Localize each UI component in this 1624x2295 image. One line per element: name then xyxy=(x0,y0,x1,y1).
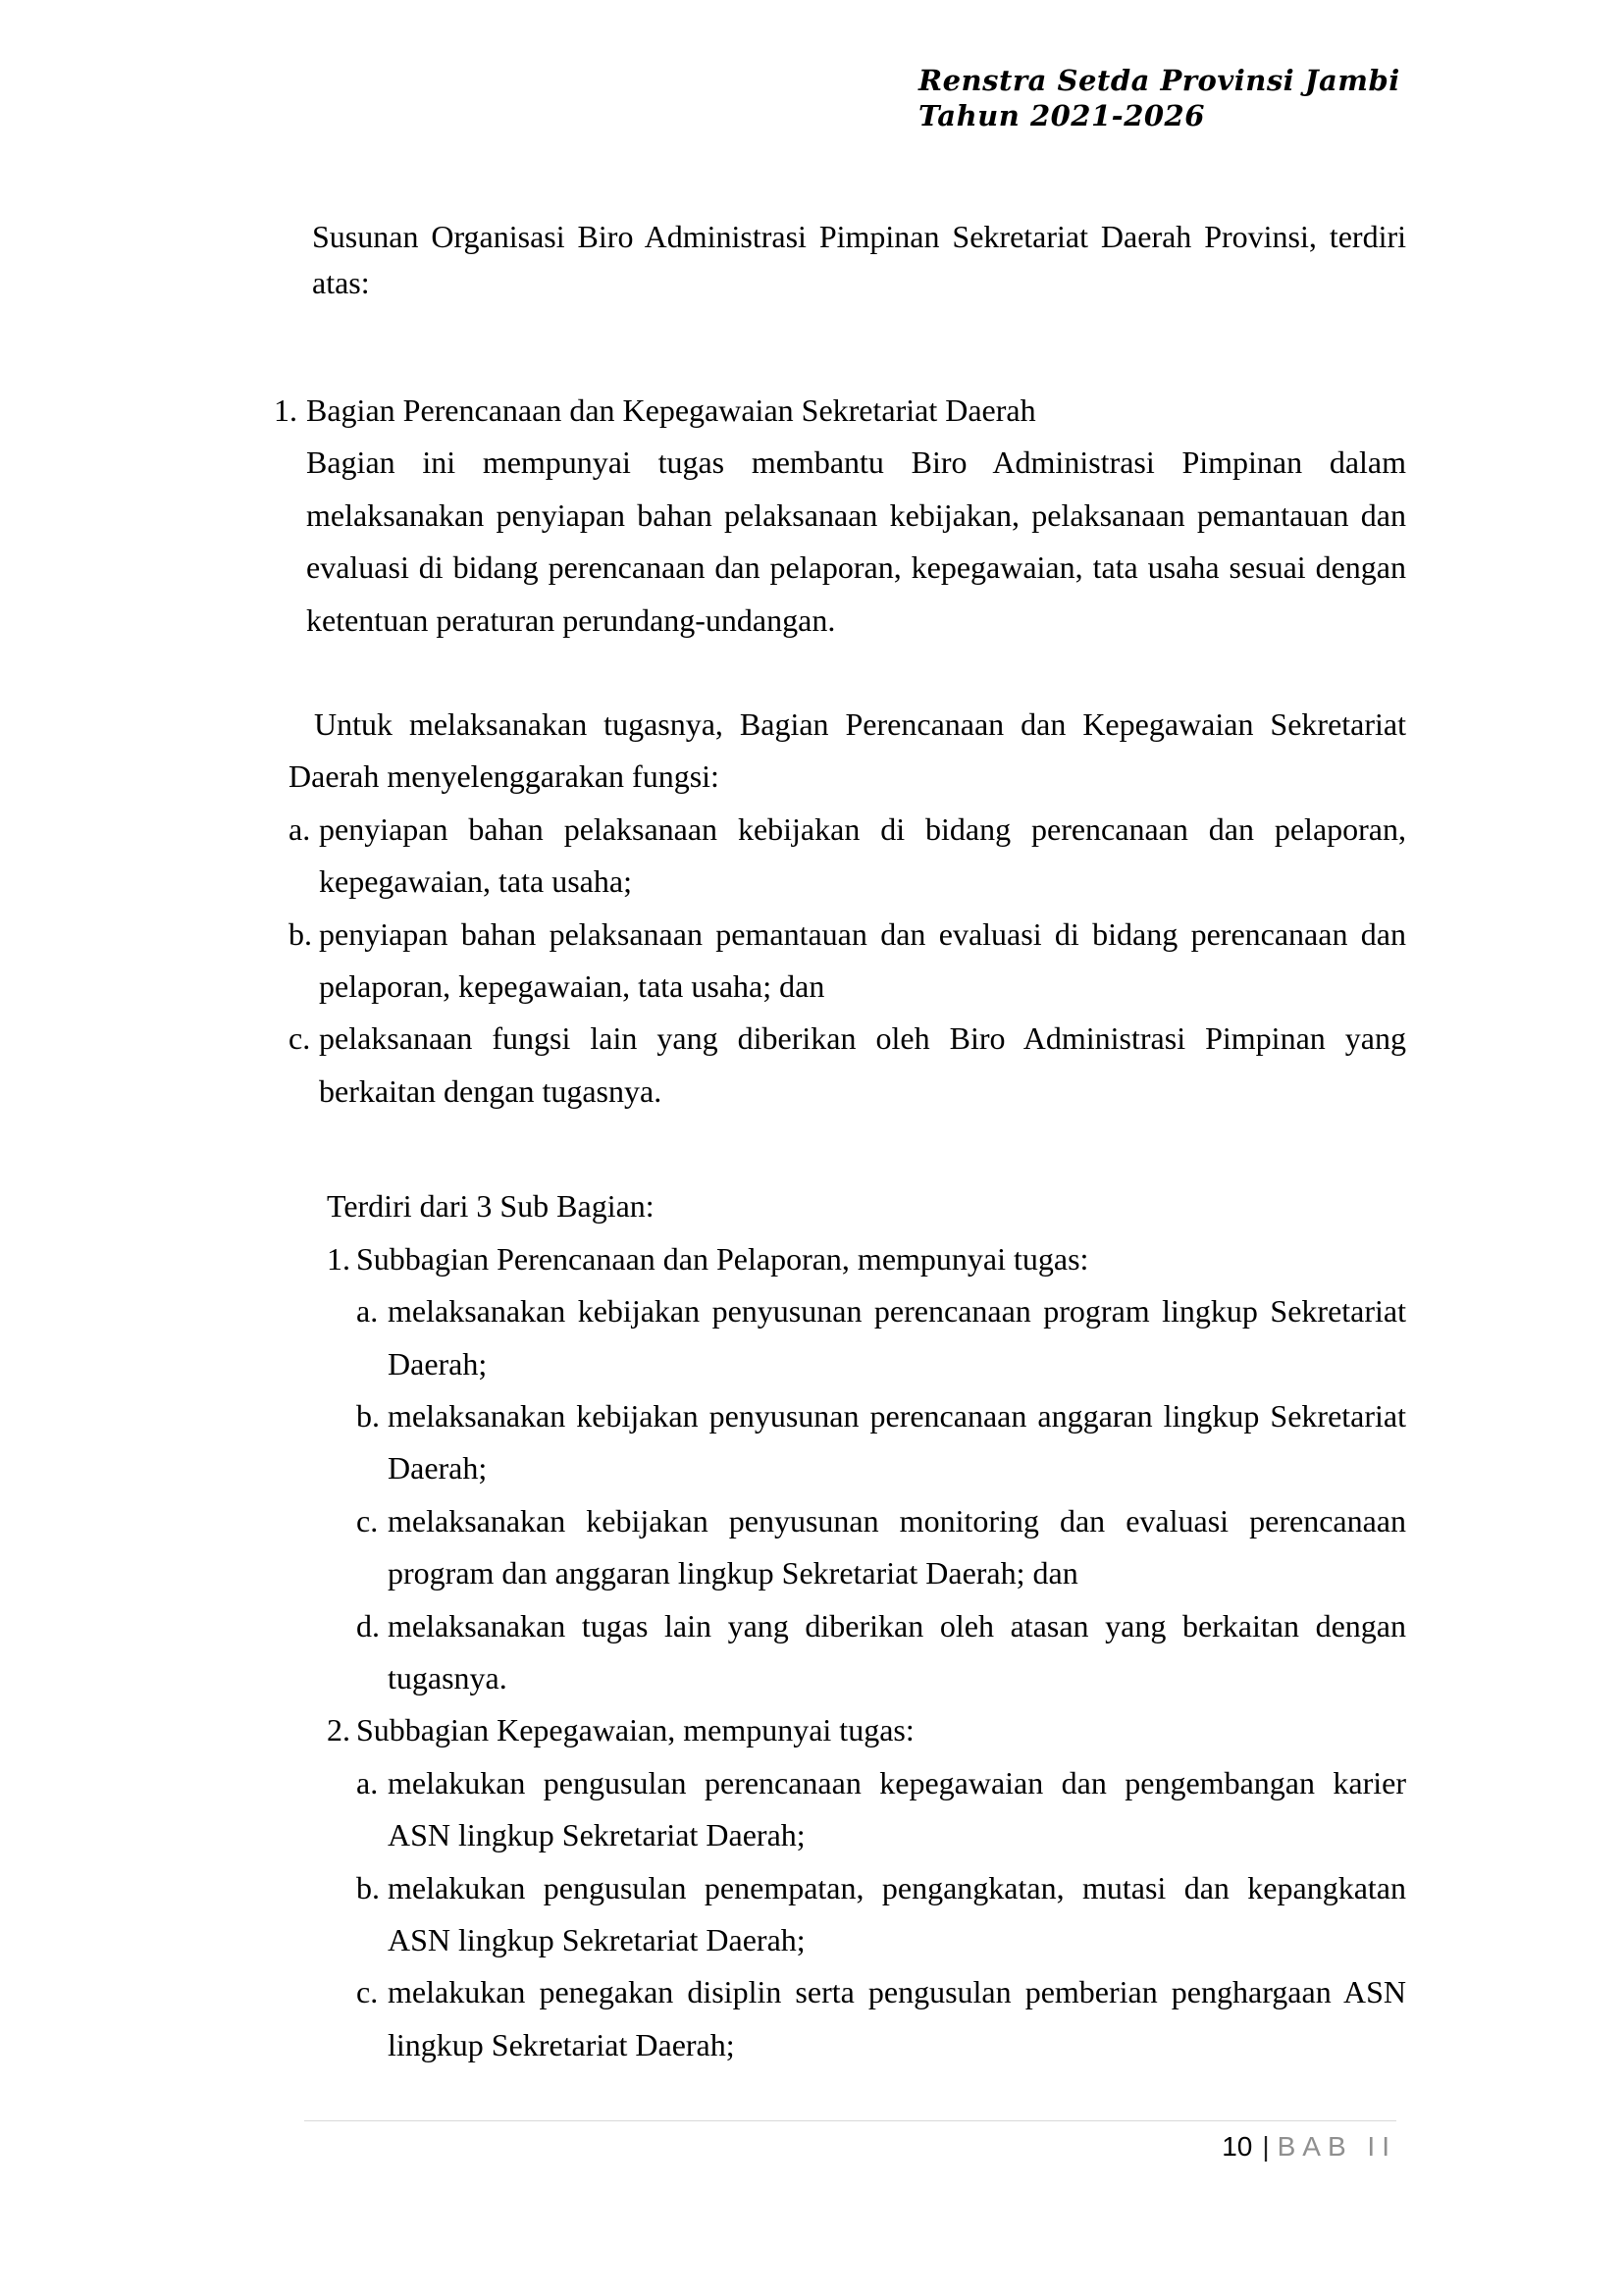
subsections-intro-line: Terdiri dari 3 Sub Bagian: xyxy=(327,1188,655,1225)
subsection-2-task-b-text: melakukan pengusulan penempatan, pengangkatan, mutasi dan kepangkatan ASN lingkup Sekretariat Daerah; xyxy=(388,1869,1406,1957)
subsection-1-task-d-marker: d. xyxy=(356,1607,380,1643)
function-item-b-marker: b. xyxy=(288,915,312,952)
subsection-2-task-a xyxy=(356,1757,1406,1862)
subsection-2-tasks xyxy=(356,1757,1406,2071)
function-item-c xyxy=(288,1013,1406,1118)
subsection-2 xyxy=(327,1704,1406,2071)
subsection-1-task-d-text: melaksanakan tugas lain yang diberikan oleh atasan yang berkaitan dengan tugasnya. xyxy=(388,1607,1406,1695)
function-item-b xyxy=(288,909,1406,1014)
subsection-1-task-b xyxy=(356,1390,1406,1495)
subsection-1-marker: 1. xyxy=(327,1240,350,1277)
document-body xyxy=(274,214,1406,2071)
subsection-1-task-c xyxy=(356,1495,1406,1600)
document-header xyxy=(918,63,1400,133)
subsection-1-task-c-text: melaksanakan kebijakan penyusunan monitoring dan evaluasi perencanaan program dan anggaran lingkup Sekretariat Daerah; dan xyxy=(388,1502,1406,1591)
subsection-2-task-a-text: melakukan pengusulan perencanaan kepegawaian dan pengembangan karier ASN lingkup Sekretariat Daerah; xyxy=(388,1764,1406,1853)
function-item-a-text: penyiapan bahan pelaksanaan kebijakan di bidang perencanaan dan pelaporan, kepegawaian, tata usaha; xyxy=(319,810,1406,900)
functions-intro-paragraph: Untuk melaksanakan tugasnya, Bagian Perencanaan dan Kepegawaian Sekretariat Daerah menyelenggarakan fungsi: xyxy=(288,706,1406,795)
section-1-number: 1. xyxy=(274,392,297,428)
section-1-description: Bagian ini mempunyai tugas membantu Biro Administrasi Pimpinan dalam melaksanakan penyiapan bahan pelaksanaan kebijakan, pelaksanaan pemantauan dan evaluasi di bidang perencanaan dan pelaporan, kepegawaian, tata usaha sesuai dengan ketentuan peraturan perundang-undangan. xyxy=(306,444,1406,638)
subsection-1-task-c-marker: c. xyxy=(356,1502,379,1539)
function-item-b-text: penyiapan bahan pelaksanaan pemantauan dan evaluasi di bidang perencanaan dan pelaporan, kepegawaian, tata usaha; dan xyxy=(319,915,1406,1005)
footer-section-label: BAB II xyxy=(1277,2131,1396,2162)
subsection-2-title: Subbagian Kepegawaian, mempunyai tugas: xyxy=(356,1712,915,1748)
header-year-line: Tahun 2021-2026 xyxy=(918,99,1205,132)
subsection-1-task-b-marker: b. xyxy=(356,1397,380,1434)
footer-divider xyxy=(304,2120,1396,2121)
section-1-title: Bagian Perencanaan dan Kepegawaian Sekretariat Daerah xyxy=(306,392,1036,428)
function-item-a xyxy=(288,804,1406,909)
page-footer xyxy=(1222,2127,1396,2166)
subsection-1-task-d xyxy=(356,1600,1406,1705)
function-item-c-marker: c. xyxy=(288,1020,311,1057)
subsection-2-marker: 2. xyxy=(327,1712,350,1748)
intro-paragraph: Susunan Organisasi Biro Administrasi Pimpinan Sekretariat Daerah Provinsi, terdiri atas: xyxy=(312,219,1406,300)
page-number: 10 xyxy=(1222,2131,1253,2162)
subsection-1-title: Subbagian Perencanaan dan Pelaporan, mempunyai tugas: xyxy=(356,1240,1089,1277)
subsection-1-task-a xyxy=(356,1285,1406,1390)
subsection-1-tasks xyxy=(356,1285,1406,1704)
subsection-1 xyxy=(327,1233,1406,1705)
subsection-2-task-a-marker: a. xyxy=(356,1764,379,1800)
subsection-2-task-b xyxy=(356,1862,1406,1967)
subsection-2-task-c-text: melakukan penegakan disiplin serta pengusulan pemberian penghargaan ASN lingkup Sekretariat Daerah; xyxy=(388,1974,1406,2062)
function-item-c-text: pelaksanaan fungsi lain yang diberikan oleh Biro Administrasi Pimpinan yang berkaitan dengan tugasnya. xyxy=(319,1020,1406,1109)
subsection-2-task-c-marker: c. xyxy=(356,1974,379,2010)
subsection-2-task-c xyxy=(356,1966,1406,2071)
subsection-1-task-a-text: melaksanakan kebijakan penyusunan perencanaan program lingkup Sekretariat Daerah; xyxy=(388,1293,1406,1382)
subsection-1-task-a-marker: a. xyxy=(356,1293,379,1330)
subsection-2-task-b-marker: b. xyxy=(356,1869,380,1905)
subsection-1-task-b-text: melaksanakan kebijakan penyusunan perencanaan anggaran lingkup Sekretariat Daerah; xyxy=(388,1397,1406,1487)
functions-list xyxy=(288,804,1406,1118)
header-title-line: Renstra Setda Provinsi Jambi xyxy=(918,64,1400,97)
section-1-heading xyxy=(274,385,1406,437)
subsections-list xyxy=(327,1233,1406,2072)
function-item-a-marker: a. xyxy=(288,810,311,847)
footer-separator: | xyxy=(1262,2131,1270,2162)
